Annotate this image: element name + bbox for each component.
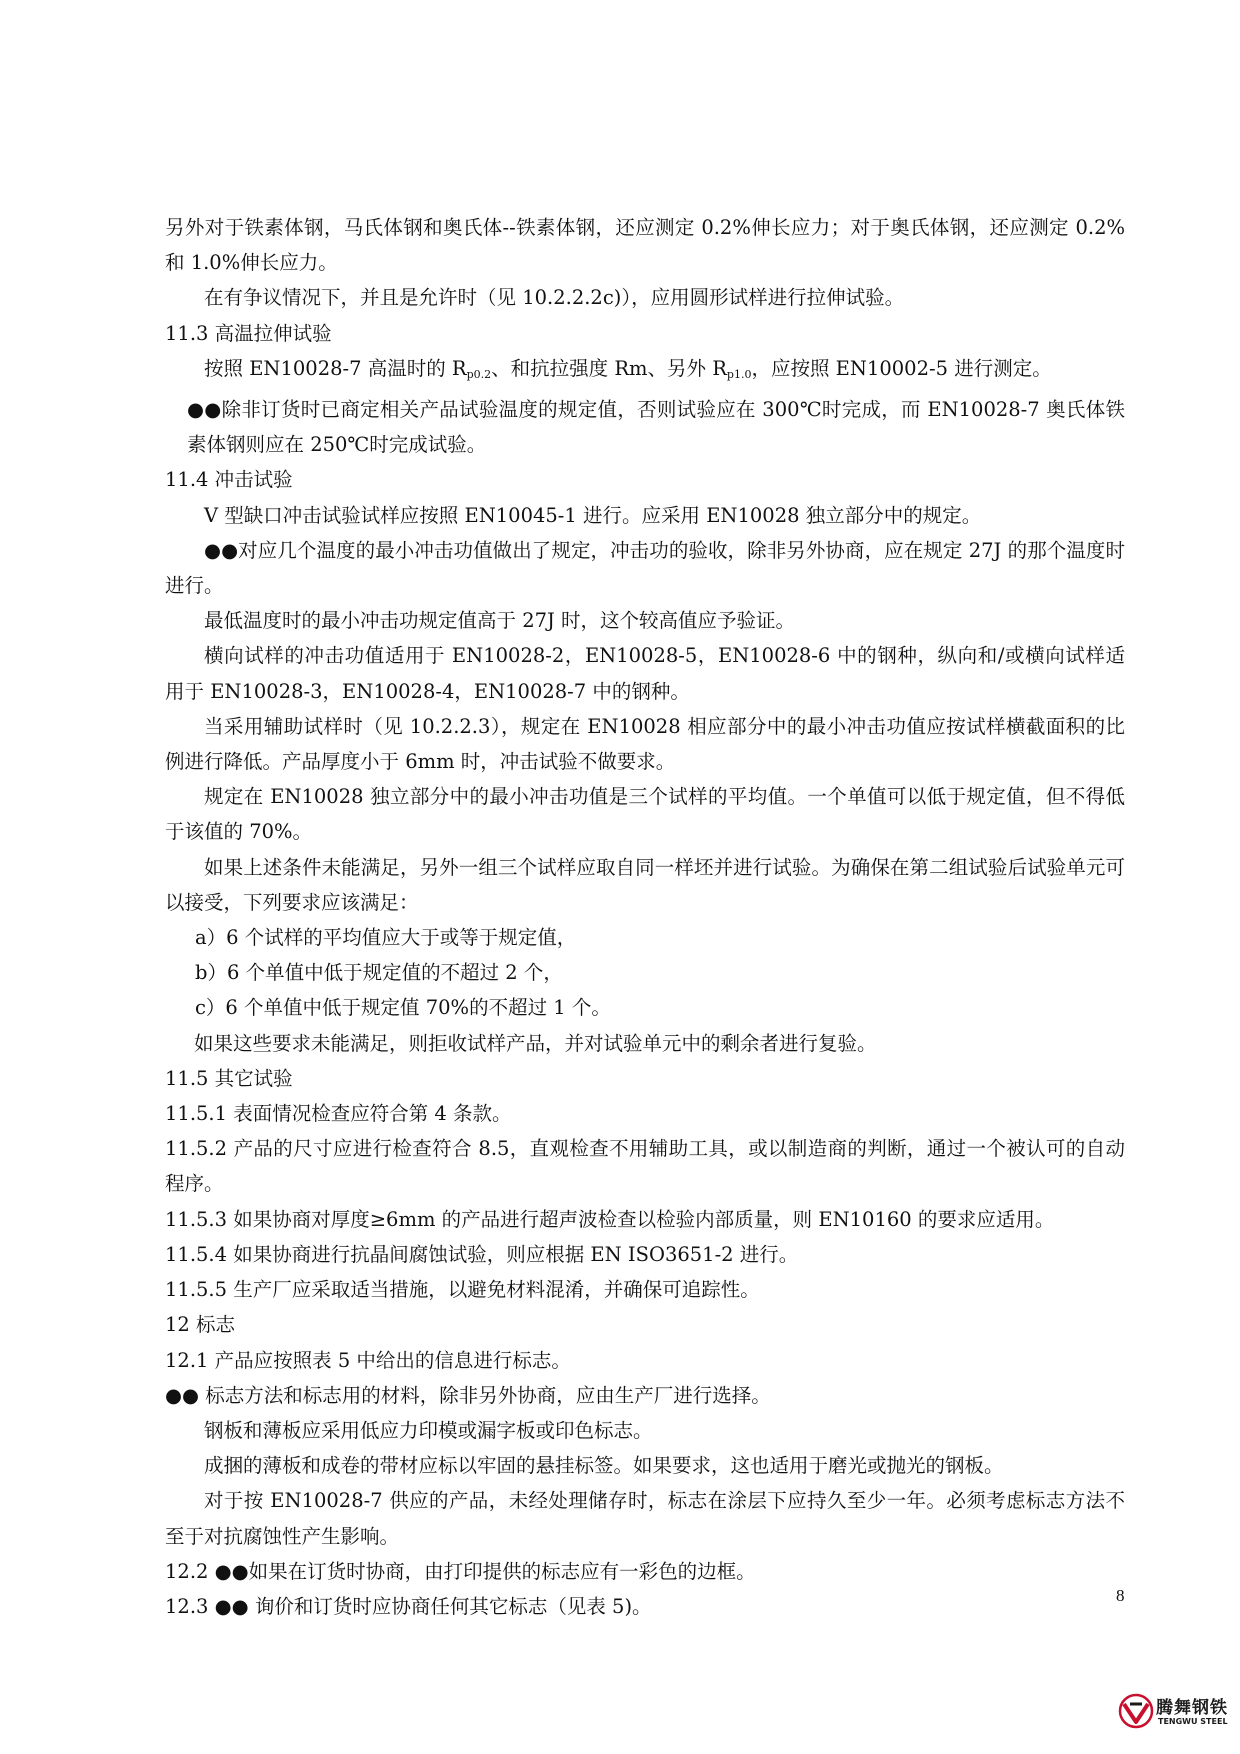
logo-english-text: TENGWU STEEL xyxy=(1158,1717,1228,1726)
paragraph: 如果这些要求未能满足，则拒收试样产品，并对试验单元中的剩余者进行复验。 xyxy=(194,1031,877,1055)
section-heading: 11.4 冲击试验 xyxy=(165,468,293,492)
clause: 11.5.3 如果协商对厚度≥6mm 的产品进行超声波检查以检验内部质量，则 EN10160 的要求应适用。 xyxy=(165,1207,1055,1231)
paragraph: ●●对应几个温度的最小冲击功值做出了规定，冲击功的验收，除非另外协商，应在规定 27J 的那个温度时进行。 xyxy=(165,538,1125,598)
paragraph: 当采用辅助试样时（见 10.2.2.3），规定在 EN10028 相应部分中的最小冲击功值应按试样横截面积的比例进行降低。产品厚度小于 6mm 时，冲击试验不做要求。 xyxy=(165,714,1125,774)
paragraph: V 型缺口冲击试验试样应按照 EN10045-1 进行。应采用 EN10028 独立部分中的规定。 xyxy=(204,503,982,527)
paragraph: 另外对于铁素体钢，马氏体钢和奥氏体--铁素体钢，还应测定 0.2%伸长应力；对于奥氏体钢，还应测定 0.2%和 1.0%伸长应力。 xyxy=(165,216,1125,275)
list-item: c）6 个单值中低于规定值 70%的不超过 1 个。 xyxy=(195,996,611,1020)
paragraph: ●●除非订货时已商定相关产品试验温度的规定值，否则试验应在 300℃时完成，而 EN10028-7 奥氏体铁素体钢则应在 250℃时完成试验。 xyxy=(187,398,1125,457)
paragraph: 规定在 EN10028 独立部分中的最小冲击功值是三个试样的平均值。一个单值可以低于规定值，但不得低于该值的 70%。 xyxy=(165,785,1125,844)
clause: 12.3 ●● 询价和订货时应协商任何其它标志（见表 5)。 xyxy=(165,1594,652,1618)
paragraph: 横向试样的冲击功值适用于 EN10028-2，EN10028-5，EN10028-6 中的钢种，纵向和/或横向试样适用于 EN10028-3，EN10028-4，EN10028-7 中的钢种。 xyxy=(165,644,1125,703)
clause: 12.1 产品应按照表 5 中给出的信息进行标志。 xyxy=(165,1348,571,1372)
clause: 11.5.5 生产厂应采取适当措施，以避免材料混淆，并确保可追踪性。 xyxy=(165,1278,760,1302)
company-logo xyxy=(1116,1690,1226,1734)
paragraph: 如果上述条件未能满足，另外一组三个试样应取自同一样坯并进行试验。为确保在第二组试验后试验单元可以接受，下列要求应该满足： xyxy=(165,855,1125,914)
logo-chinese-text: 腾舞钢铁 xyxy=(1156,1698,1228,1718)
paragraph: ●● 标志方法和标志用的材料，除非另外协商，应由生产厂进行选择。 xyxy=(165,1383,771,1407)
paragraph: 最低温度时的最小冲击功规定值高于 27J 时，这个较高值应予验证。 xyxy=(204,609,796,633)
paragraph: 对于按 EN10028-7 供应的产品，未经处理储存时，标志在涂层下应持久至少一年。必须考虑标志方法不至于对抗腐蚀性产生影响。 xyxy=(165,1489,1125,1548)
logo-mark-icon xyxy=(1116,1692,1156,1730)
document-body xyxy=(165,210,1125,1624)
page-number: 8 xyxy=(1116,1586,1125,1605)
paragraph: 钢板和薄板应采用低应力印模或漏字板或印色标志。 xyxy=(204,1418,653,1442)
clause: 11.5.4 如果协商进行抗晶间腐蚀试验，则应根据 EN ISO3651-2 进行。 xyxy=(165,1242,799,1266)
section-heading: 12 标志 xyxy=(165,1313,236,1337)
section-heading: 11.3 高温拉伸试验 xyxy=(165,321,332,345)
section-heading: 11.5 其它试验 xyxy=(165,1066,293,1090)
list-item: a）6 个试样的平均值应大于或等于规定值， xyxy=(195,926,577,950)
clause: 12.2 ●●如果在订货时协商，由打印提供的标志应有一彩色的边框。 xyxy=(165,1559,756,1583)
clause: 11.5.2 产品的尺寸应进行检查符合 8.5，直观检查不用辅助工具，或以制造商的判断，通过一个被认可的自动程序。 xyxy=(165,1137,1125,1196)
paragraph: 成捆的薄板和成卷的带材应标以牢固的悬挂标签。如果要求，这也适用于磨光或抛光的钢板。 xyxy=(204,1454,1004,1478)
paragraph: 在有争议情况下，并且是允许时（见 10.2.2.2c)），应用圆形试样进行拉伸试验。 xyxy=(204,286,905,310)
clause: 11.5.1 表面情况检查应符合第 4 条款。 xyxy=(165,1102,512,1126)
paragraph: 按照 EN10028-7 高温时的 $R_{p0.2}$、和抗拉强度 Rm、另外 $R_{p1.0}$，应按照 EN10002-5 进行测定。 xyxy=(204,356,1052,381)
list-item: b）6 个单值中低于规定值的不超过 2 个， xyxy=(195,961,563,985)
